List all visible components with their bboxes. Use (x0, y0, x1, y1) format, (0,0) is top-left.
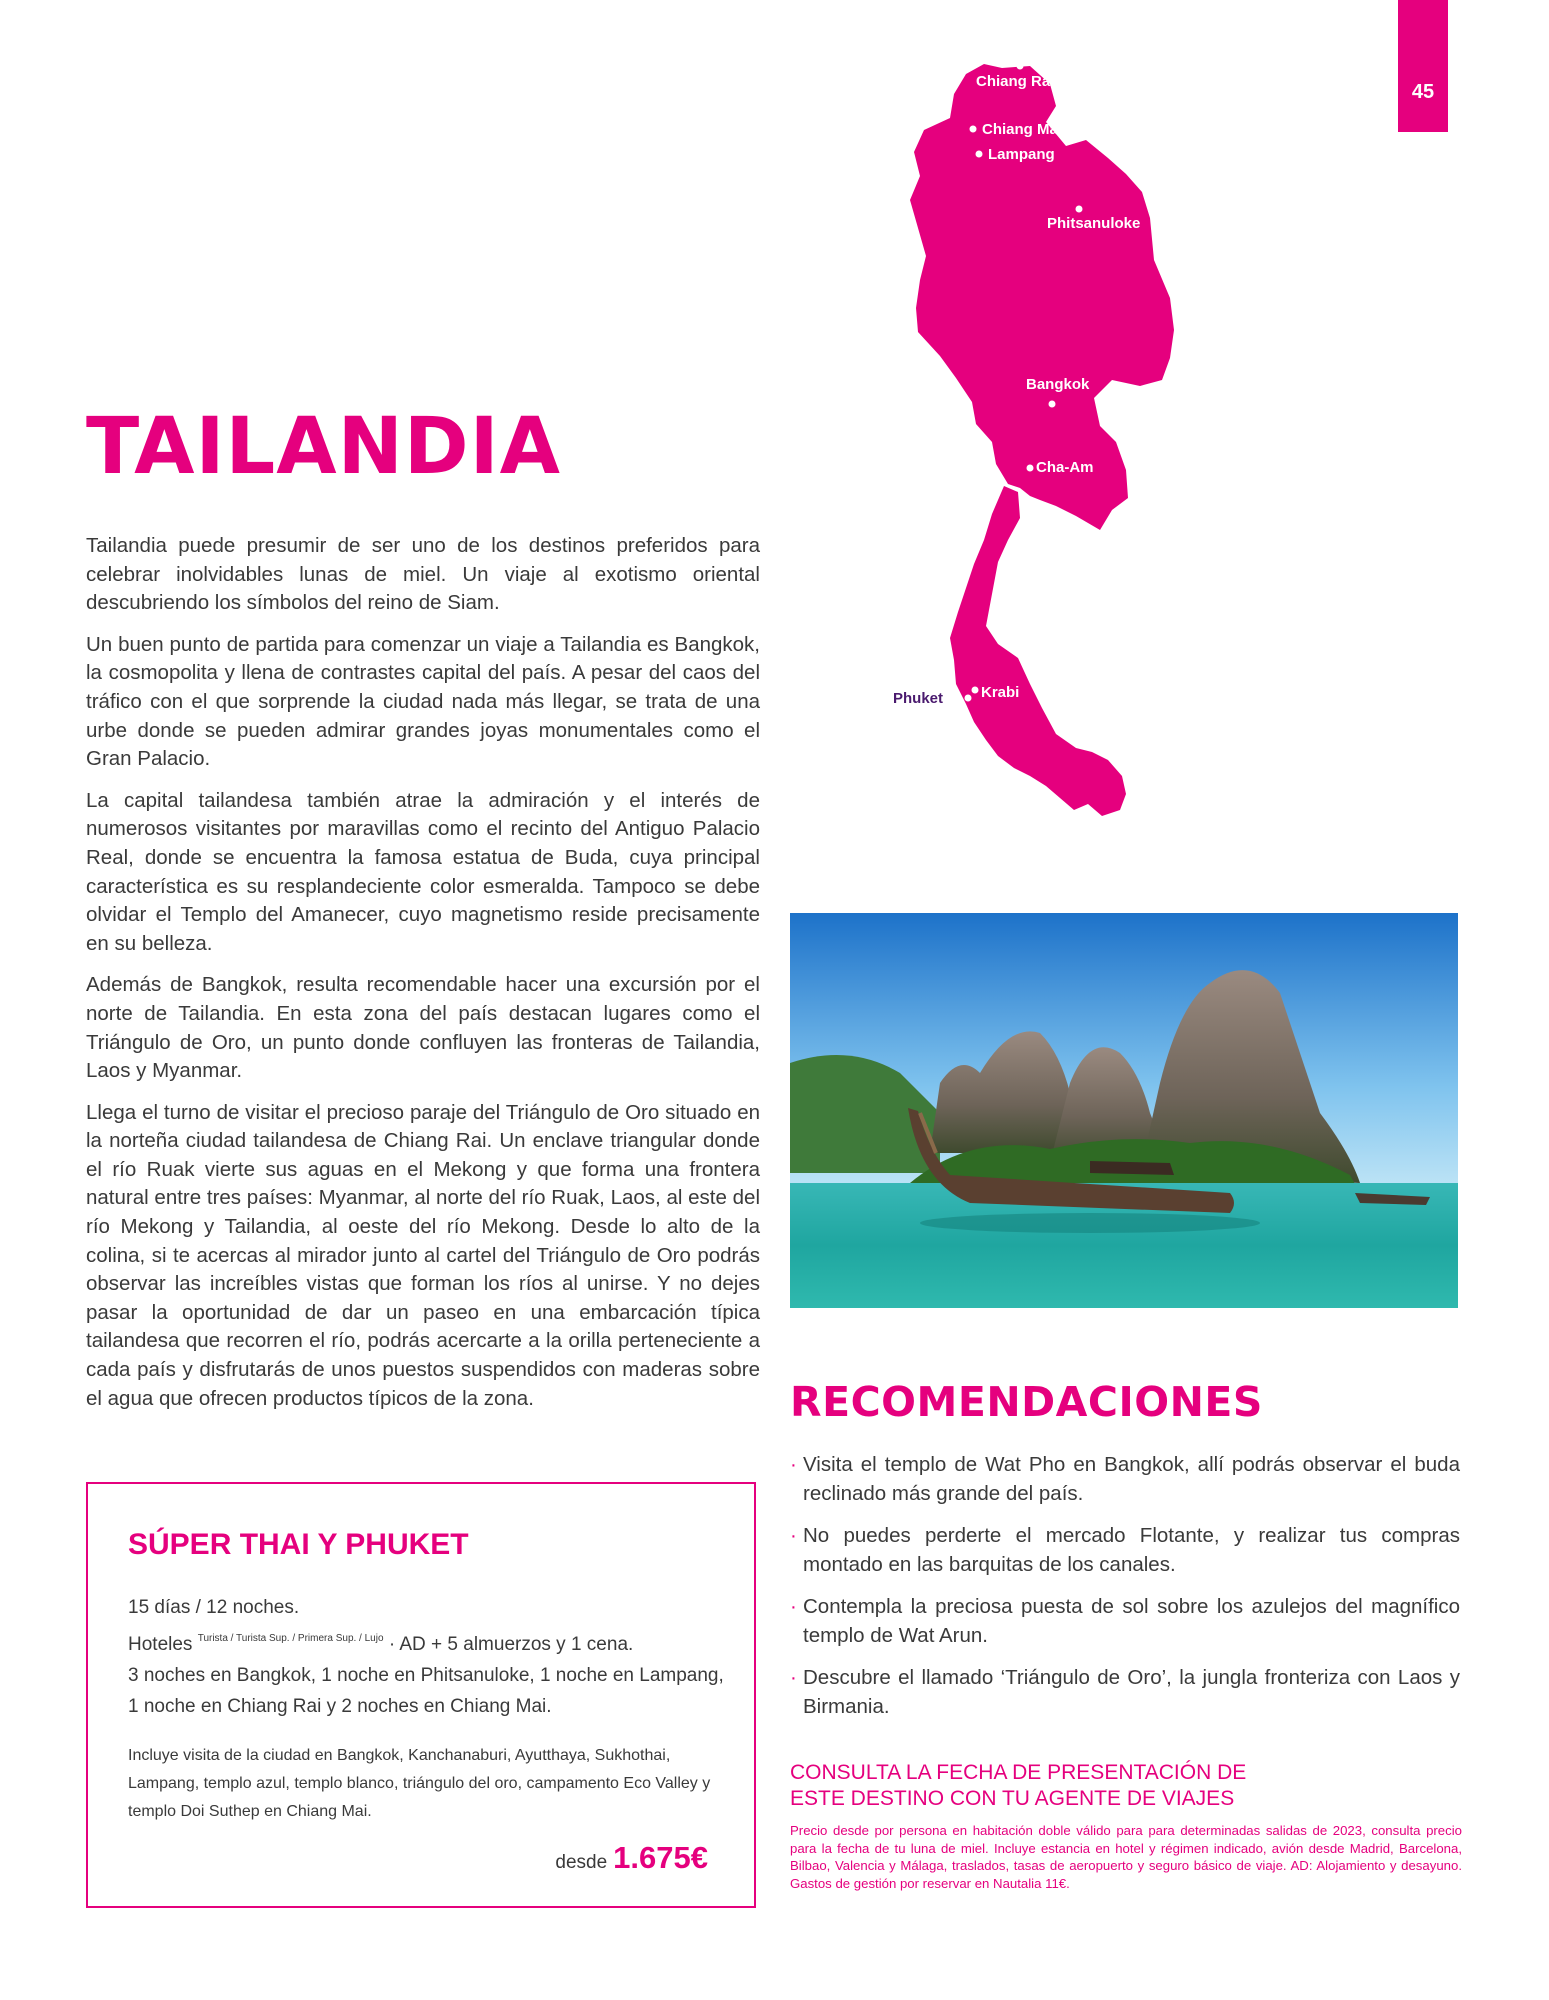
city-label-bangkok: Bangkok (1026, 376, 1090, 393)
hotels-label: Hoteles (128, 1634, 193, 1655)
package-hotels (128, 1623, 728, 1660)
package-offer-box (86, 1482, 756, 1908)
boat-reflection (920, 1213, 1260, 1233)
thailand-shape (910, 64, 1174, 816)
city-label-phitsanuloke: Phitsanuloke (1047, 215, 1141, 232)
boat-canopy (1090, 1161, 1174, 1175)
bullet-icon: · (790, 1595, 797, 1618)
city-label-lampang: Lampang (988, 146, 1055, 163)
city-label-cha-am: Cha-Am (1036, 459, 1094, 476)
consult-notice (790, 1760, 1460, 1812)
beach-photo (790, 913, 1458, 1308)
recommendation-item (790, 1592, 1460, 1650)
package-duration: 15 días / 12 noches. (128, 1597, 300, 1618)
bullet-icon: · (790, 1666, 797, 1689)
city-dot (976, 151, 983, 158)
recommendation-text: Descubre el llamado ‘Triángulo de Oro’, la jungla fronteriza con Laos y Birmania. (803, 1666, 1460, 1718)
bullet-icon: · (790, 1453, 797, 1476)
city-dot (1017, 63, 1024, 70)
recommendation-item (790, 1663, 1460, 1721)
intro-paragraph: Un buen punto de partida para comenzar un viaje a Tailandia es Bangkok, la cosmopolita y llena de contrastes capital del país. A pesar del caos del tráfico con el que sorprende la ciudad nada más llegar, se trata de una urbe donde se pueden admirar grandes joyas monumentales como el Gran Palacio. (86, 632, 760, 771)
city-dot (1076, 206, 1083, 213)
recommendation-item (790, 1521, 1460, 1579)
intro-paragraph: Llega el turno de visitar el precioso paraje del Triángulo de Oro situado en la norteña ciudad tailandesa de Chiang Rai. Un enclave triangular donde el río Ruak vierte sus aguas en el Mekong y que forma una frontera natural entre tres países: Myanmar, al norte del río Ruak, Laos, al este del río Mekong y Tailandia, al oeste del río Mekong. Desde lo alto de la colina, si te acercas al mirador junto al cartel del Triángulo de Oro podrás observar las increíbles vistas que forman los ríos al unirse. Y no dejes pasar la oportunidad de dar un paseo en una embarcación típica tailandesa que recorren el río, podrás acercarte a la orilla perteneciente a cada país y disfrutarás de unos puestos suspendidos con maderas sobre el agua que ofrecen productos típicos de la zona. (86, 1100, 760, 1410)
package-details (128, 1592, 728, 1722)
city-dot (1049, 401, 1056, 408)
city-label-chiang-rai: Chiang Rai (976, 73, 1055, 90)
package-includes: Incluye visita de la ciudad en Bangkok, Kanchanaburi, Ayutthaya, Sukhothai, Lampang, templo azul, templo blanco, triángulo del oro, campamento Eco Valley y templo Doi Suthep en Chiang Mai. (128, 1747, 711, 1820)
longtail-boat-photo (790, 913, 1458, 1308)
thailand-map (880, 40, 1180, 830)
recommendation-text: Contempla la preciosa puesta de sol sobre los azulejos del magnífico templo de Wat Arun. (803, 1595, 1460, 1647)
intro-paragraph: Además de Bangkok, resulta recomendable hacer una excursión por el norte de Tailandia. En esta zona del país destacan lugares como el Triángulo de Oro, un punto donde confluyen las fronteras de Tailandia, Laos y Myanmar. (86, 973, 760, 1083)
intro-paragraph: La capital tailandesa también atrae la admiración y el interés de numerosos visitantes por maravillas como el recinto del Antiguo Palacio Real, donde se encuentra la famosa estatua de Buda, cuya principal característica es su resplandeciente color esmeralda. Tampoco se debe olvidar el Templo del Amanecer, cuyo magnetismo reside precisamente en su belleza. (86, 788, 760, 955)
city-dot (972, 687, 979, 694)
price-fineprint: Precio desde por persona en habitación doble válido para para determinadas salidas de 2023, consulta precio para la fecha de tu luna de miel. Incluye estancia en hotel y régimen indicado, avión desde Madrid, Barcelona, Bilbao, Valencia y Málaga, traslados, tasas de aeropuerto y seguro básico de viaje. AD: Alojamiento y desayuno. Gastos de gestión por reservar en Nautalia 11€. (790, 1823, 1462, 1891)
page-title: TAILANDIA (86, 402, 562, 492)
package-nights: 3 noches en Bangkok, 1 noche en Phitsanuloke, 1 noche en Lampang, 1 noche en Chiang Rai y 2 noches en Chiang Mai. (128, 1665, 724, 1717)
city-label-krabi: Krabi (981, 684, 1020, 701)
bullet-icon: · (790, 1524, 797, 1547)
city-dot (965, 695, 972, 702)
city-dot (970, 126, 977, 133)
price-prefix: desde (555, 1852, 608, 1873)
page-number-tab (1398, 0, 1448, 132)
recommendation-item (790, 1450, 1460, 1508)
city-label-chiang-mai: Chiang Mai (982, 121, 1063, 138)
thailand-map-graphic (880, 40, 1180, 830)
intro-text (86, 532, 760, 1426)
page-number: 45 (1411, 81, 1435, 103)
consult-line-2: ESTE DESTINO CON TU AGENTE DE VIAJES (790, 1787, 1235, 1810)
package-title: SÚPER THAI Y PHUKET (128, 1528, 469, 1561)
intro-paragraph: Tailandia puede presumir de ser uno de los destinos preferidos para celebrar inolvidables lunas de miel. Un viaje al exotismo oriental descubriendo los símbolos del reino de Siam. (86, 534, 760, 615)
consult-line-1: CONSULTA LA FECHA DE PRESENTACIÓN DE (790, 1761, 1247, 1784)
recommendation-text: Visita el templo de Wat Pho en Bangkok, allí podrás observar el buda reclinado más grande del país. (803, 1453, 1460, 1505)
recommendation-text: No puedes perderte el mercado Flotante, y realizar tus compras montado en las barquitas de los canales. (803, 1524, 1460, 1576)
recommendations-title: RECOMENDACIONES (790, 1378, 1263, 1426)
recommendations-list (790, 1450, 1460, 1734)
hotels-board: · AD + 5 almuerzos y 1 cena. (388, 1634, 634, 1655)
city-label-phuket: Phuket (893, 690, 944, 707)
package-price (555, 1840, 708, 1876)
price-amount: 1.675€ (613, 1840, 708, 1875)
hotels-categories: Turista / Turista Sup. / Primera Sup. / Lujo (197, 1633, 384, 1644)
city-dot (1027, 465, 1034, 472)
